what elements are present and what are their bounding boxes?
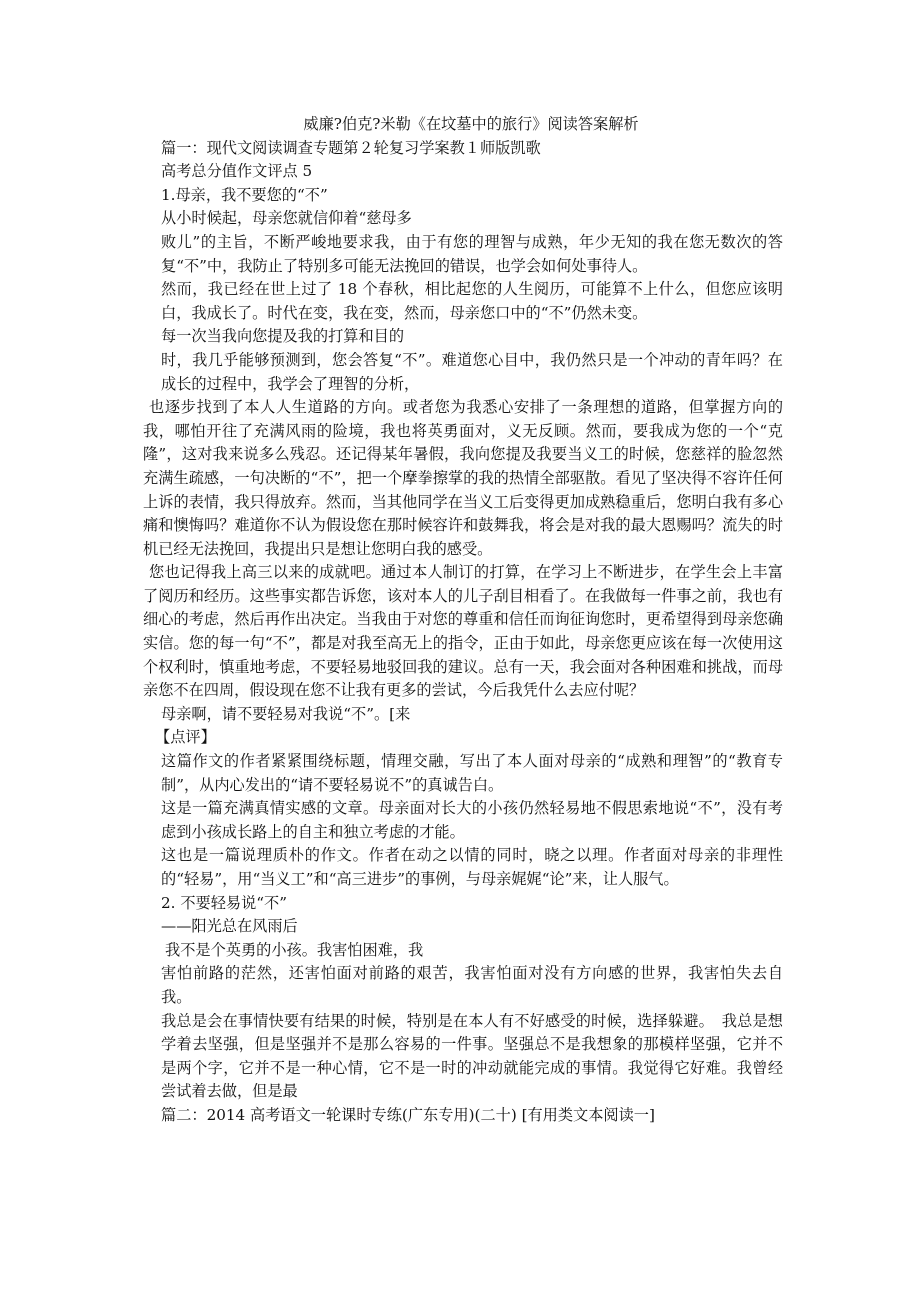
essay-subtitle: ——阳光总在风雨后 (161, 917, 298, 936)
document-title: 威廉?伯克?米勒《在坟墓中的旅行》阅读答案解析 (303, 115, 639, 133)
paragraph: 这是一篇充满真情实感的文章。母亲面对长大的小孩仍然轻易地不假思索地说“不”，没有考虑到小孩成长路上的自主和独立考虑的才能。 (161, 799, 783, 841)
paragraph: 我总是会在事情快要有结果的时候，特别是在本人有不好感受的时候，选择躲避。 我总是想学着去坚强，但是坚强并不是那么容易的一件事。坚强总不是我想象的那模样坚强，它并不是两个字，它并不是一种心情，它不是一时的冲动就能完成的事情。我觉得它好难。我曾经尝试着去做，但是最 (161, 1011, 783, 1101)
paragraph: 败儿”的主旨，不断严峻地要求我，由于有您的理智与成熟，年少无知的我在您无数次的答复“不”中，我防止了特别多可能无法挽回的错误，也学会如何处事待人。 (161, 232, 783, 275)
paragraph: 这也是一篇说理质朴的作文。作者在动之以情的同时，晓之以理。作者面对母亲的非理性的“轻易”，用“当义工”和“高三进步”的事例，与母亲娓娓“论”来，让人服气。 (161, 846, 783, 888)
paragraph: 我不是个英勇的小孩。我害怕困难，我 (165, 940, 424, 959)
essay-title-2: 2. 不要轻易说“不” (161, 893, 287, 912)
paragraph: 害怕前路的茫然，还害怕面对前路的艰苦，我害怕面对没有方向感的世界，我害怕失去自我。 (161, 964, 783, 1006)
essay-title-1: 1.母亲，我不要您的“不” (161, 185, 328, 204)
subheading: 高考总分值作文评点 5 (161, 162, 313, 181)
paragraph: 从小时候起，母亲您就信仰着“慈母多 (161, 209, 412, 228)
paragraph: 母亲啊，请不要轻易对我说“不”。[来 (161, 704, 411, 723)
paragraph: 这篇作文的作者紧紧围绕标题，情理交融，写出了本人面对母亲的“成熟和理智”的“教育专制”，从内心发出的“请不要轻易说不”的真诚告白。 (161, 752, 783, 794)
paragraph: 然而，我已经在世上过了 18 个春秋，相比起您的人生阅历，可能算不上什么，但您应该明白，我成长了。时代在变，我在变，然而，母亲您口中的“不”仍然未变。 (161, 280, 783, 322)
section-heading-part-one: 篇一：现代文阅读调查专题第２轮复习学案教１师版凯歌 (161, 138, 541, 157)
paragraph: 每一次当我向您提及我的打算和目的 (161, 327, 404, 346)
comment-heading: 【点评】 (155, 728, 216, 747)
section-heading-part-two: 篇二：2014 高考语文一轮课时专练(广东专用)(二十) [有用类文本阅读一] (161, 1105, 655, 1124)
document-body (143, 113, 783, 1128)
paragraph: 您也记得我上高三以来的成就吧。通过本人制订的打算，在学习上不断进步，在学生会上丰富了阅历和经历。这些事实都告诉您，该对本人的儿子刮目相看了。在我做每一件事之前，我也有细心的考虑，然后再作出决定。当我由于对您的尊重和信任而询征询您时，更希望得到母亲您确实信。您的每一句“不”，都是对我至高无上的指令，正由于如此，母亲您更应该在每一次使用这个权利时，慎重地考虑，不要轻易地驳回我的建议。总有一天，我会面对各种困难和挑战，而母亲您不在四周，假设现在您不让我有更多的尝试，今后我凭什么去应付呢？ (143, 563, 783, 700)
paragraph: 也逐步找到了本人人生道路的方向。或者您为我悉心安排了一条理想的道路，但掌握方向的我，哪怕开往了充满风雨的险境，我也将英勇面对，义无反顾。然而，要我成为您的一个“克隆”，这对我来说多么残忍。还记得某年暑假，我向您提及我要当义工的时候，您慈祥的脸忽然充满生疏感，一句决断的“不”，把一个摩拳擦掌的我的热情全部驱散。看见了坚决得不容许任何上诉的表情，我只得放弃。然而，当其他同学在当义工后变得更加成熟稳重后，您明白我有多心痛和懊悔吗？难道你不认为假设您在那时候容许和鼓舞我，将会是对我的最大恩赐吗？流失的时机已经无法挽回，我提出只是想让您明白我的感受。 (143, 398, 783, 558)
paragraph: 时，我几乎能够预测到，您会答复“不”。难道您心目中，我仍然只是一个冲动的青年吗？在成长的过程中，我学会了理智的分析， (161, 350, 783, 393)
